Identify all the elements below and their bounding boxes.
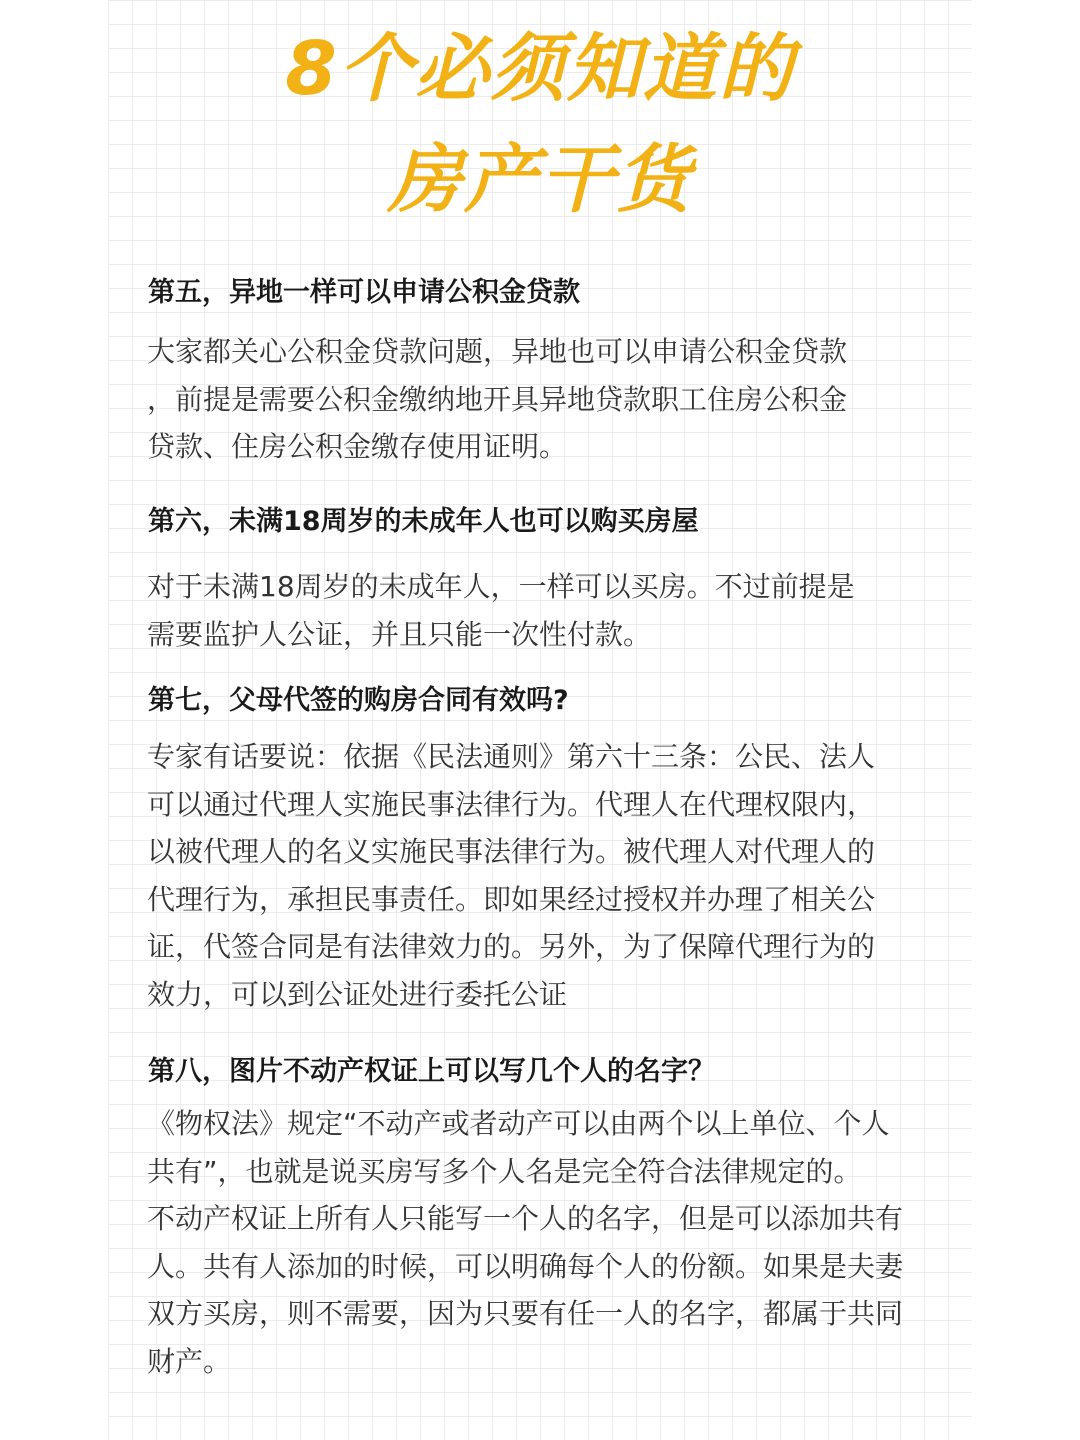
body-line: 财产。 bbox=[147, 1344, 232, 1378]
body-line: 对于未满18周岁的未成年人，一样可以买房。不过前提是 bbox=[147, 570, 855, 603]
body-line: 共有”，也就是说买房写多个人名是完全符合法律规定的。 bbox=[147, 1154, 862, 1188]
body-line: 效力，可以到公证处进行委托公证 bbox=[147, 977, 568, 1011]
body-line: 人。共有人添加的时候，可以明确每个人的份额。如果是夫妻 bbox=[147, 1249, 904, 1283]
body-line: 证，代签合同是有法律效力的。另外，为了保障代理行为的 bbox=[147, 930, 876, 963]
section-heading-6: 第六，未满18周岁的未成年人也可以购买房屋 bbox=[148, 506, 699, 537]
body-line: 双方买房，则不需要，因为只要有任一人的名字，都属于共同 bbox=[147, 1297, 904, 1330]
body-line: 大家都关心公积金贷款问题，异地也可以申请公积金贷款 bbox=[147, 335, 848, 368]
page-title-line-1: 8个必须知道的 bbox=[285, 26, 795, 112]
section-heading-7: 第七，父母代签的购房合同有效吗? bbox=[148, 685, 569, 716]
body-line: 贷款、住房公积金缴存使用证明。 bbox=[147, 430, 568, 463]
body-line: ，前提是需要公积金缴纳地开具异地贷款职工住房公积金 bbox=[147, 382, 848, 416]
page-title-line-2: 房产干货 bbox=[388, 137, 692, 223]
body-line: 以被代理人的名义实施民事法律行为。被代理人对代理人的 bbox=[147, 835, 876, 868]
section-heading-5: 第五，异地一样可以申请公积金贷款 bbox=[148, 277, 580, 308]
body-line: 《物权法》规定“不动产或者动产可以由两个以上单位、个人 bbox=[147, 1107, 890, 1140]
section-heading-8: 第八，图片不动产权证上可以写几个人的名字？ bbox=[148, 1056, 715, 1087]
section-body-7 bbox=[147, 733, 967, 1018]
body-line: 不动产权证上所有人只能写一个人的名字，但是可以添加共有 bbox=[147, 1202, 904, 1235]
body-line: 需要监护人公证，并且只能一次性付款。 bbox=[147, 617, 652, 651]
section-body-5 bbox=[147, 328, 967, 471]
section-body-6 bbox=[147, 563, 967, 658]
section-body-8 bbox=[147, 1100, 967, 1385]
body-line: 代理行为，承担民事责任。即如果经过授权并办理了相关公 bbox=[147, 882, 876, 916]
body-line: 专家有话要说：依据《民法通则》第六十三条：公民、法人 bbox=[147, 740, 876, 773]
body-line: 可以通过代理人实施民事法律行为。代理人在代理权限内， bbox=[147, 787, 876, 821]
